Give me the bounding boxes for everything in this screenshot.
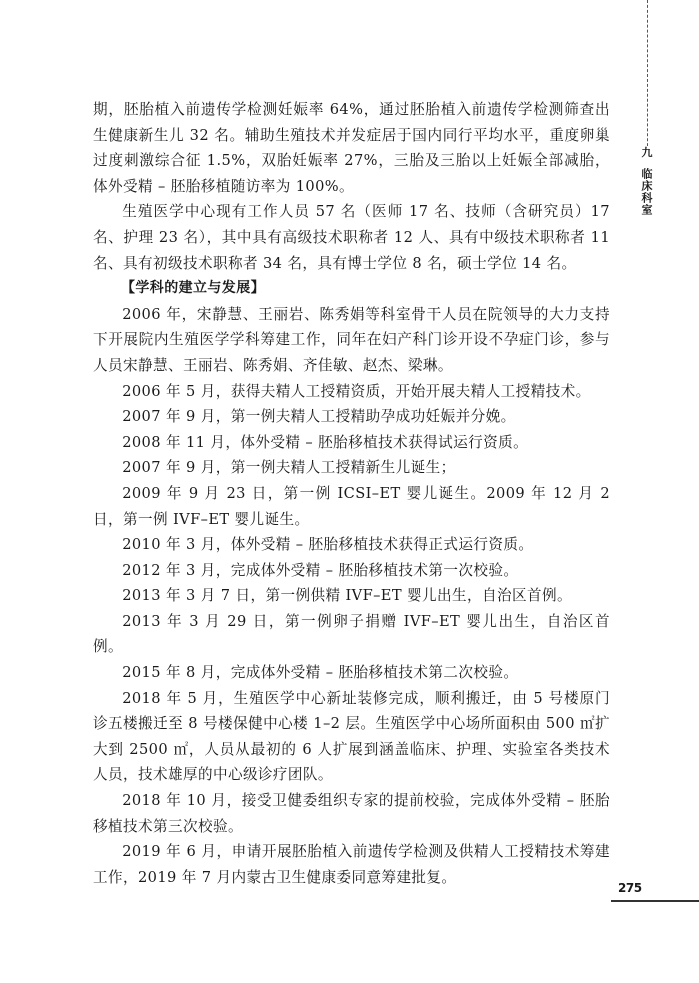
paragraph: 2012 年 3 月，完成体外受精 – 胚胎移植技术第一次校验。 [122,561,519,579]
paragraph: 2008 年 11 月，体外受精 – 胚胎移植技术获得试运行资质。 [122,433,529,451]
paragraph: 2019 年 6 月，申请开展胚胎植入前遗传学检测及供精人工授精技术筹建工作，2019 年 7 月内蒙古卫生健康委同意筹建批复。 [93,843,610,886]
paragraph: 2007 年 9 月，第一例夫精人工授精新生儿诞生； [122,459,456,477]
chapter-title: 临床科室 [640,168,653,216]
paragraph: 2010 年 3 月，体外受精 – 胚胎移植技术获得正式运行资质。 [122,536,534,554]
side-dashed-rule [647,0,648,156]
page-number: 275 [618,881,642,895]
paragraph: 生殖医学中心现有工作人员 57 名（医师 17 名、技师（含研究员）17 名、护理 23 名），其中具有高级技术职称者 12 人、具有中级技术职称者 11 名、具有初级技术职称者 34 名，具有博士学位 8 名，硕士学位 14 名。 [93,203,610,272]
page-number-rule [611,900,699,902]
paragraph: 2013 年 3 月 29 日，第一例卵子捐赠 IVF–ET 婴儿出生，自治区首例。 [93,612,610,656]
paragraph: 2018 年 5 月，生殖医学中心新址装修完成，顺利搬迁，由 5 号楼原门诊五楼搬迁至 8 号楼保健中心楼 1–2 层。生殖医学中心场所面积由 500 ㎡扩大到 2500 ㎡，人员从最初的 6 人扩展到涵盖临床、护理、实验室各类技术人员，技术雄厚的中心级诊疗团队。 [93,689,610,784]
paragraph: 2013 年 3 月 7 日，第一例供精 IVF–ET 婴儿出生，自治区首例。 [122,587,572,605]
chapter-number: 九 [641,146,653,159]
paragraph: 2018 年 10 月，接受卫健委组织专家的提前校验，完成体外受精 – 胚胎移植技术第三次校验。 [93,792,610,835]
paragraph: 2015 年 8 月，完成体外受精 – 胚胎移植技术第二次校验。 [122,664,519,682]
body-text [93,97,610,890]
paragraph: 2006 年 5 月，获得夫精人工授精资质，开始开展夫精人工授精技术。 [122,382,591,400]
paragraph: 2007 年 9 月，第一例夫精人工授精助孕成功妊娠并分娩。 [122,408,516,426]
section-heading: 【学科的建立与发展】 [121,280,265,297]
paragraph: 期，胚胎植入前遗传学检测妊娠率 64%，通过胚胎植入前遗传学检测筛查出生健康新生儿 32 名。辅助生殖技术并发症居于国内同行平均水平，重度卵巢过度刺激综合征 1.5%，双胎妊娠率 27%，三胎及三胎以上妊娠全部减胎，体外受精 – 胚胎移植随访率为 100%。 [93,101,610,195]
paragraph: 2009 年 9 月 23 日，第一例 ICSI–ET 婴儿诞生。2009 年 12 月 2 日，第一例 IVF–ET 婴儿诞生。 [93,484,610,528]
paragraph: 2006 年，宋静慧、王丽岩、陈秀娟等科室骨干人员在院领导的大力支持下开展院内生殖医学学科筹建工作，同年在妇产科门诊开设不孕症门诊，参与人员宋静慧、王丽岩、陈秀娟、齐佳敏、赵杰、梁琳。 [93,305,610,374]
